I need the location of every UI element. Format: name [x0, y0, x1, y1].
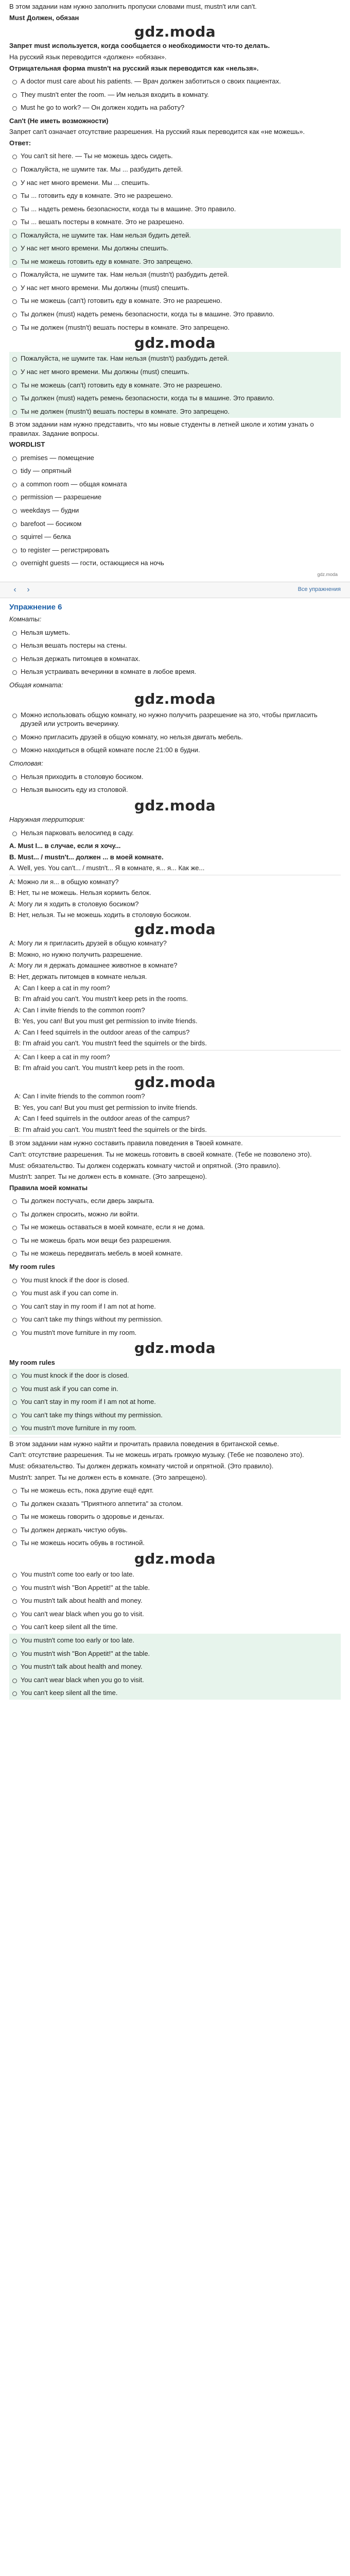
vocab-intro: В этом задании нам нужно представить, что мы новые студенты в летней школе и хотим узнать о правилах. Задание вопросы. [9, 420, 314, 437]
list-item: a common room — общая комната [9, 478, 341, 491]
qa-line: A. Must I... в случае, если я хочу... [9, 842, 121, 850]
dialog-line: A: Могу ли я ходить в столовую босиком? [9, 900, 139, 908]
watermark-small: gdz.moda [317, 571, 338, 577]
list-item: weekdays — будни [9, 504, 341, 517]
rules-ru-heading: Правила моей комнаты [9, 1183, 88, 1192]
answer-list [9, 352, 341, 418]
dialog-line: A: Can I keep a cat in my room? [14, 1053, 110, 1061]
list-item: У нас нет много времени. Мы ... спешить. [9, 176, 341, 190]
outside-list [9, 826, 341, 840]
cant-description: Запрет can't означает отсутствие разрешения. На русский язык переводится как «не можешь». [9, 128, 305, 136]
example-list [9, 75, 341, 114]
intro-line: В этом задании нам нужно заполнить пропуски словами must, mustn't или can't. [9, 3, 257, 10]
cant-heading: Can't (Не иметь возможности) [9, 116, 109, 125]
dialog-line: B: I'm afraid you can't. You mustn't keep pets in the rooms. [14, 995, 188, 1003]
list-item: Ты не должен (mustn't) вешать постеры в комнате. Это запрещено. [9, 405, 341, 418]
rules-en2-heading: My room rules [9, 1358, 55, 1366]
list-item: У нас нет много времени. Мы должны (must) спешить. [9, 365, 341, 379]
divider [9, 1136, 341, 1137]
list-item: squirrel — белка [9, 530, 341, 544]
all-exercises-link[interactable]: Все упражнения [297, 586, 341, 593]
dialog-line: B: Yes, you can! But you must get permission to invite friends. [14, 1017, 198, 1025]
list-item: You must knock if the door is closed. [9, 1274, 341, 1287]
list-item: Ты не можешь готовить еду в комнате. Это запрещено. [9, 255, 341, 268]
dialog-line: A: Can I feed squirrels in the outdoor areas of the campus? [14, 1028, 190, 1036]
dialog-line: B: I'm afraid you can't. You mustn't feed the squirrels or the birds. [14, 1039, 207, 1047]
vocab-list [9, 451, 341, 570]
dialog-line: A: Можно ли я... в общую комнату? [9, 877, 119, 886]
brit-line: Mustn't: запрет. Ты не должен есть в комнате. (Это запрещено). [9, 1473, 207, 1481]
list-item: You can't wear black when you go to visit. [9, 1673, 341, 1687]
watermark: gdz.moda [134, 920, 216, 938]
dialog-line: B: Нет, ты не можешь. Нельзя кормить белок. [9, 889, 151, 897]
watermark: gdz.moda [134, 1340, 216, 1357]
watermark: gdz.moda [134, 23, 216, 41]
intro-line: На русский язык переводится «должен» «обязан». [9, 53, 167, 61]
rules-en2-list [9, 1369, 341, 1435]
list-item: Ты должен постучать, если дверь закрыта. [9, 1194, 341, 1208]
brit-ru-list [9, 1484, 341, 1550]
dialog-line: A: Могу ли я держать домашнее животное в комнате? [9, 961, 178, 970]
list-item: You mustn't wish "Bon Appetit!" at the table. [9, 1647, 341, 1660]
list-item: permission — разрешение [9, 490, 341, 504]
rules-line: Can't: отсутствие разрешения. Ты не можешь готовить в своей комнате. (Тебе не позволено это). [9, 1150, 312, 1159]
list-item: tidy — опрятный [9, 464, 341, 478]
list-item: Ты должен (must) надеть ремень безопасности, когда ты в машине. Это правило. [9, 392, 341, 405]
list-item: Пожалуйста, не шумите так. Нам нельзя (mustn't) разбудить детей. [9, 352, 341, 365]
list-item: premises — помещение [9, 451, 341, 465]
content [0, 2, 350, 578]
list-item: barefoot — босиком [9, 517, 341, 531]
dialog-line: A: Can I keep a cat in my room? [14, 984, 110, 992]
list-item: Можно использовать общую комнату, но нужно получить разрешение на это, чтобы пригласить друзей или устроить вечеринку. [9, 708, 341, 731]
answer-list [9, 149, 341, 334]
list-item: Ты не можешь оставаться в моей комнате, если я не дома. [9, 1221, 341, 1234]
list-item: You mustn't wish "Bon Appetit!" at the table. [9, 1581, 341, 1595]
list-item: Ты не можешь (can't) готовить еду в комнате. Это не разрешено. [9, 294, 341, 308]
list-item: Ты не можешь (can't) готовить еду в комнате. Это не разрешено. [9, 379, 341, 392]
list-item: Ты ... надеть ремень безопасности, когда ты в машине. Это правило. [9, 202, 341, 216]
intro-line: Отрицательная форма mustn't на русский язык переводится как «нельзя». [9, 64, 259, 72]
exercise-toolbar [0, 582, 350, 598]
watermark: gdz.moda [134, 1073, 216, 1091]
list-item: Нельзя приходить в столовую босиком. [9, 770, 341, 784]
list-item: You can't wear black when you go to visit. [9, 1607, 341, 1621]
list-item: You mustn't come too early or too late. [9, 1568, 341, 1581]
list-item: A doctor must care about his patients. — Врач должен заботиться о своих пациентах. [9, 75, 341, 88]
brit-line: Must: обязательство. Ты должен держать комнату чистой и опрятной. (Это правило). [9, 1462, 274, 1470]
list-item: Нельзя держать питомцев в комнатах. [9, 652, 341, 666]
list-item: You must knock if the door is closed. [9, 1369, 341, 1382]
list-item: You can't stay in my room if I am not at home. [9, 1395, 341, 1409]
list-item: У нас нет много времени. Мы должны (must) спешить. [9, 281, 341, 295]
dialog-line: B: Нет, держать питомцев в комнате нельзя. [9, 972, 147, 980]
list-item: Ты должен сказать "Приятного аппетита" за столом. [9, 1497, 341, 1511]
list-item: Ты не должен (mustn't) вешать постеры в комнате. Это запрещено. [9, 321, 341, 334]
list-item: Ты не можешь брать мои вещи без разрешения. [9, 1234, 341, 1247]
exercise-section [0, 602, 350, 1700]
dialog-line: A: Can I invite friends to the common room? [14, 1092, 145, 1100]
dialog-line: B: Можно, но нужно получить разрешение. [9, 950, 143, 958]
list-item: Ты не можешь говорить о здоровье и деньгах. [9, 1510, 341, 1523]
list-item: У нас нет много времени. Мы должны спешить. [9, 242, 341, 255]
list-item: Пожалуйста, не шумите так. Мы ... разбудить детей. [9, 163, 341, 176]
rooms-list [9, 626, 341, 679]
qa-line: B. Must... / mustn't... должен ... в моей комнате. [9, 853, 164, 861]
list-item: You can't take my things without my permission. [9, 1409, 341, 1422]
list-item: Ты должен держать чистую обувь. [9, 1523, 341, 1537]
list-item: Ты не можешь передвигать мебель в моей комнате. [9, 1247, 341, 1260]
list-item: You mustn't move furniture in my room. [9, 1421, 341, 1435]
dialog-line: B: Yes, you can! But you must get permission to invite friends. [14, 1103, 198, 1111]
rules-ru-list [9, 1194, 341, 1260]
canteen-list [9, 770, 341, 796]
list-item: You can't sit here. — Ты не можешь здесь сидеть. [9, 149, 341, 163]
list-item: Пожалуйста, не шумите так. Нам нельзя будить детей. [9, 229, 341, 242]
exercise-title: Упражнение 6 [9, 602, 62, 612]
common-label: Общая комната: [9, 681, 63, 689]
vocab-heading: WORDLIST [9, 440, 45, 449]
list-item: Ты должен (must) надеть ремень безопасности, когда ты в машине. Это правило. [9, 308, 341, 321]
list-item: You can't take my things without my permission. [9, 1313, 341, 1326]
list-item: They mustn't enter the room. — Им нельзя входить в комнату. [9, 88, 341, 101]
list-item: You mustn't move furniture in my room. [9, 1326, 341, 1340]
list-item: Ты ... вешать постеры в комнате. Это не разрешено. [9, 215, 341, 229]
watermark: gdz.moda [134, 1550, 216, 1567]
next-arrow-icon[interactable]: › [27, 585, 30, 595]
intro-heading: Must Должен, обязан [9, 13, 79, 22]
dialog-line: A: Can I invite friends to the common room? [14, 1006, 145, 1014]
list-item: You can't stay in my room if I am not at home. [9, 1300, 341, 1313]
common-list [9, 708, 341, 757]
list-item: You mustn't talk about health and money. [9, 1594, 341, 1607]
list-item: Нельзя парковать велосипед в саду. [9, 826, 341, 840]
dialog-line: B: I'm afraid you can't. You mustn't keep pets in the room. [14, 1064, 185, 1072]
list-item: Нельзя устраивать вечеринки в комнате в любое время. [9, 665, 341, 679]
intro-line: Запрет must используется, когда сообщается о необходимости что-то делать. [9, 42, 270, 50]
brit-intro: В этом задании нам нужно найти и прочитать правила поведения в британской семье. [9, 1439, 279, 1448]
list-item: Нельзя вешать постеры на стены. [9, 639, 341, 652]
list-item: Ты должен спросить, можно ли войти. [9, 1208, 341, 1221]
list-item: Можно находиться в общей комнате после 21:00 в будни. [9, 743, 341, 757]
list-item: Пожалуйста, не шумите так. Нам нельзя (mustn't) разбудить детей. [9, 268, 341, 281]
list-item: Нельзя шуметь. [9, 626, 341, 639]
watermark: gdz.moda [134, 334, 216, 352]
answer-heading: Ответ: [9, 139, 31, 147]
list-item: You must ask if you can come in. [9, 1286, 341, 1300]
qa-line: A. Well, yes. You can't... / mustn't... Я в комнате, я... я... Как же... [9, 864, 205, 872]
list-item: Можно пригласить друзей в общую комнату, но нельзя двигать мебель. [9, 731, 341, 744]
list-item: Нельзя выносить еду из столовой. [9, 783, 341, 796]
list-item: to register — регистрировать [9, 544, 341, 557]
dialog-line: A: Могу ли я пригласить друзей в общую комнату? [9, 939, 167, 947]
brit-line: Can't: отсутствие разрешения. Ты не можешь играть громкую музыку. (Тебе не позволено это). [9, 1451, 304, 1459]
rooms-label: Комнаты: [9, 615, 42, 623]
list-item: You mustn't talk about health and money. [9, 1660, 341, 1673]
rules-line: Mustn't: запрет. Ты не должен есть в комнате. (Это запрещено). [9, 1173, 207, 1181]
outside-label: Наружная территория: [9, 816, 85, 824]
canteen-label: Столовая: [9, 759, 43, 767]
list-item: You must ask if you can come in. [9, 1382, 341, 1396]
list-item: Ты не можешь носить обувь в гостиной. [9, 1536, 341, 1550]
rules-intro: В этом задании нам нужно составить правила поведения в Твоей комнате. [9, 1139, 243, 1147]
watermark: gdz.moda [134, 690, 216, 708]
list-item: You can't keep silent all the time. [9, 1620, 341, 1634]
dialog-line: A: Can I feed squirrels in the outdoor areas of the campus? [14, 1114, 190, 1123]
rules-en-heading: My room rules [9, 1262, 55, 1270]
rules-line: Must: обязательство. Ты должен содержать комнату чистой и опрятной. (Это правило). [9, 1161, 281, 1170]
list-item: Ты не можешь есть, пока другие ещё едят. [9, 1484, 341, 1497]
list-item: You can't keep silent all the time. [9, 1686, 341, 1700]
rules-en-list [9, 1274, 341, 1340]
list-item: Ты ... готовить еду в комнате. Это не разрешено. [9, 189, 341, 202]
list-item: overnight guests — гости, остающиеся на ночь [9, 556, 341, 570]
watermark: gdz.moda [134, 796, 216, 814]
list-item: You mustn't come too early or too late. [9, 1634, 341, 1647]
dialog-line: B: I'm afraid you can't. You mustn't feed the squirrels or the birds. [14, 1125, 207, 1133]
prev-arrow-icon[interactable]: ‹ [13, 585, 16, 595]
dialog-line: B: Нет, нельзя. Ты не можешь ходить в столовую босиком. [9, 911, 191, 919]
list-item: Must he go to work? — Он должен ходить на работу? [9, 101, 341, 114]
brit-en-list [9, 1568, 341, 1699]
